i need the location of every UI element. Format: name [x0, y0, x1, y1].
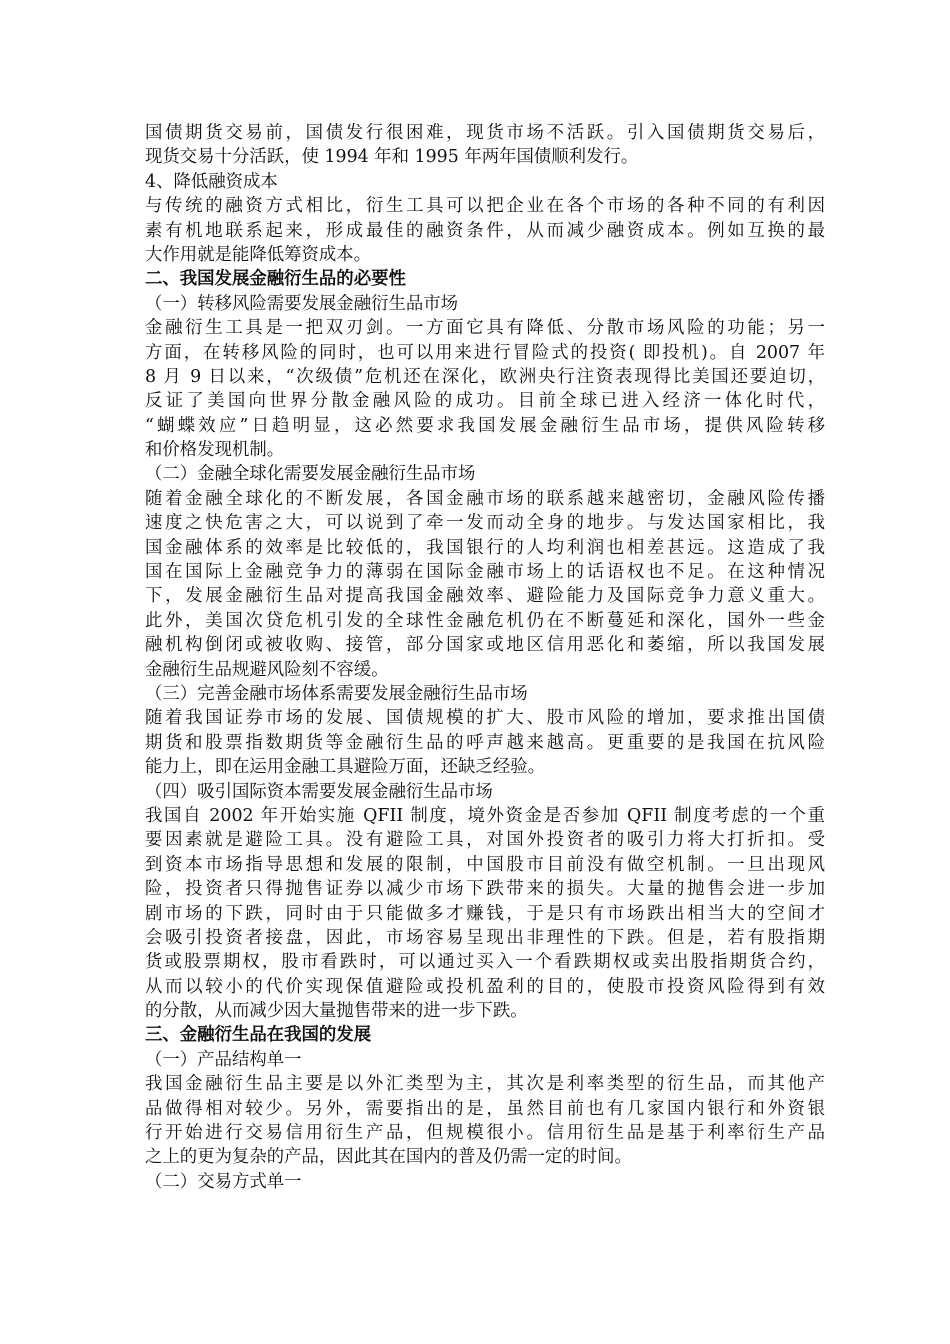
text-line: 4、降低融资成本: [145, 171, 278, 192]
text-line: （一）产品结构单一: [145, 1049, 302, 1070]
text-line: 到资本市场指导思想和发展的限制，中国股市目前没有做空机制。一旦出现风: [145, 854, 825, 875]
text-line: 与传统的融资方式相比，衍生工具可以把企业在各个市场的各种不同的有利因: [145, 196, 825, 217]
subsection-heading: [145, 170, 825, 194]
text-line: “蝴蝶效应”日趋明显，这必然要求我国发展金融衍生品市场，提供风险转移: [145, 415, 825, 436]
text-line: 的分散，从而减少因大量抛售带来的进一步下跌。: [145, 1001, 528, 1022]
text-line: 方面，在转移风险的同时，也可以用来进行冒险式的投资( 即投机)。自 2007 年: [145, 342, 825, 363]
text-line: 品做得相对较少。另外，需要指出的是，虽然目前也有几家国内银行和外资银: [145, 1098, 825, 1119]
text-line: 从而以较小的代价实现保值避险或投机盈利的目的，使股市投资风险得到有效: [145, 976, 825, 997]
text-line: 金融衍生品规避风险刻不容缓。: [145, 659, 389, 680]
subsection-heading: [145, 1170, 825, 1194]
paragraph: [145, 804, 825, 1024]
text-line: 随着金融全球化的不断发展，各国金融市场的联系越来越密切，金融风险传播: [145, 488, 825, 509]
text-line: 国在国际上金融竞争力的薄弱在国际金融市场上的话语权也不足。在这种情况: [145, 562, 825, 583]
text-line: 货或股票期权，股市看跌时，可以通过买入一个看跌期权或卖出股指期货合约，: [145, 952, 825, 973]
text-line: 会吸引投资者接盘，因此，市场容易呈现出非理性的下跌。但是，若有股指期: [145, 927, 825, 948]
text-line: 素有机地联系起来，形成最佳的融资条件，从而减少融资成本。例如互换的最: [145, 220, 825, 241]
subsection-heading: [145, 1048, 825, 1072]
text-line: 行开始进行交易信用衍生产品，但规模很小。信用衍生品是基于利率衍生产品: [145, 1123, 825, 1144]
text-line: 速度之快危害之大，可以说到了牵一发而动全身的地步。与发达国家相比，我: [145, 513, 825, 534]
text-line: 险，投资者只得抛售证券以减少市场下跌带来的损失。大量的抛售会进一步加: [145, 879, 825, 900]
text-line: 反证了美国向世界分散金融风险的成功。目前全球已进入经济一体化时代，: [145, 391, 825, 412]
subsection-heading: [145, 292, 825, 316]
text-line: 融机构倒闭或被收购、接管，部分国家或地区信用恶化和萎缩，所以我国发展: [145, 635, 825, 656]
text-line: 国金融体系的效率是比较低的，我国银行的人均利润也相差甚远。这造成了我: [145, 537, 825, 558]
subsection-heading: [145, 462, 825, 486]
text-line: （四）吸引国际资本需要发展金融衍生品市场: [145, 781, 493, 802]
text-line: 国债期货交易前，国债发行很困难，现货市场不活跃。引入国债期货交易后，: [145, 123, 825, 143]
text-line: 要因素就是避险工具。没有避险工具，对国外投资者的吸引力将大打折扣。受: [145, 830, 825, 851]
text-line: （三）完善金融市场体系需要发展金融衍生品市场: [145, 683, 528, 704]
text-line: 二、我国发展金融衍生品的必要性: [145, 269, 406, 290]
text-line: （一）转移风险需要发展金融衍生品市场: [145, 293, 459, 314]
text-line: 现货交易十分活跃，使 1994 年和 1995 年两年国债顺利发行。: [145, 147, 639, 168]
paragraph: [145, 706, 825, 779]
text-line: （二）金融全球化需要发展金融衍生品市场: [145, 464, 476, 485]
paragraph: [145, 487, 825, 682]
text-line: 能力上，即在运用金融工具避险万面，还缺乏经验。: [145, 757, 545, 778]
text-line: 随着我国证券市场的发展、国债规模的扩大、股市风险的增加，要求推出国债: [145, 708, 825, 729]
text-line: 之上的更为复杂的产品，因此其在国内的普及仍需一定的时间。: [145, 1147, 632, 1168]
text-line: 三、金融衍生品在我国的发展: [145, 1025, 372, 1046]
text-line: （二）交易方式单一: [145, 1171, 302, 1192]
text-line: 我国金融衍生品主要是以外汇类型为主，其次是利率类型的衍生品，而其他产: [145, 1074, 825, 1095]
paragraph: [145, 121, 825, 170]
text-line: 期货和股票指数期货等金融衍生品的呼声越来越高。更重要的是我国在抗风险: [145, 732, 825, 753]
text-line: 此外，美国次贷危机引发的全球性金融危机仍在不断蔓延和深化，国外一些金: [145, 610, 825, 631]
paragraph: [145, 194, 825, 267]
text-line: 大作用就是能降低筹资成本。: [145, 244, 372, 265]
text-line: 8 月 9 日以来，“次级债”危机还在深化，欧洲央行注资表现得比美国还要迫切，: [145, 366, 825, 387]
section-heading: [145, 1023, 825, 1047]
section-heading: [145, 267, 825, 291]
subsection-heading: [145, 780, 825, 804]
text-line: 和价格发现机制。: [145, 440, 285, 461]
text-line: 下，发展金融衍生品对提高我国金融效率、避险能力及国际竞争力意义重大。: [145, 586, 825, 607]
paragraph: [145, 1072, 825, 1170]
document-body: [145, 121, 825, 1194]
text-line: 剧市场的下跌，同时由于只能做多才赚钱，于是只有市场跌出相当大的空间才: [145, 903, 825, 924]
text-line: 金融衍生工具是一把双刃剑。一方面它具有降低、分散市场风险的功能；另一: [145, 318, 825, 339]
subsection-heading: [145, 682, 825, 706]
text-line: 我国自 2002 年开始实施 QFII 制度，境外资金是否参加 QFII 制度考虑的一个重: [145, 805, 825, 826]
paragraph: [145, 316, 825, 462]
